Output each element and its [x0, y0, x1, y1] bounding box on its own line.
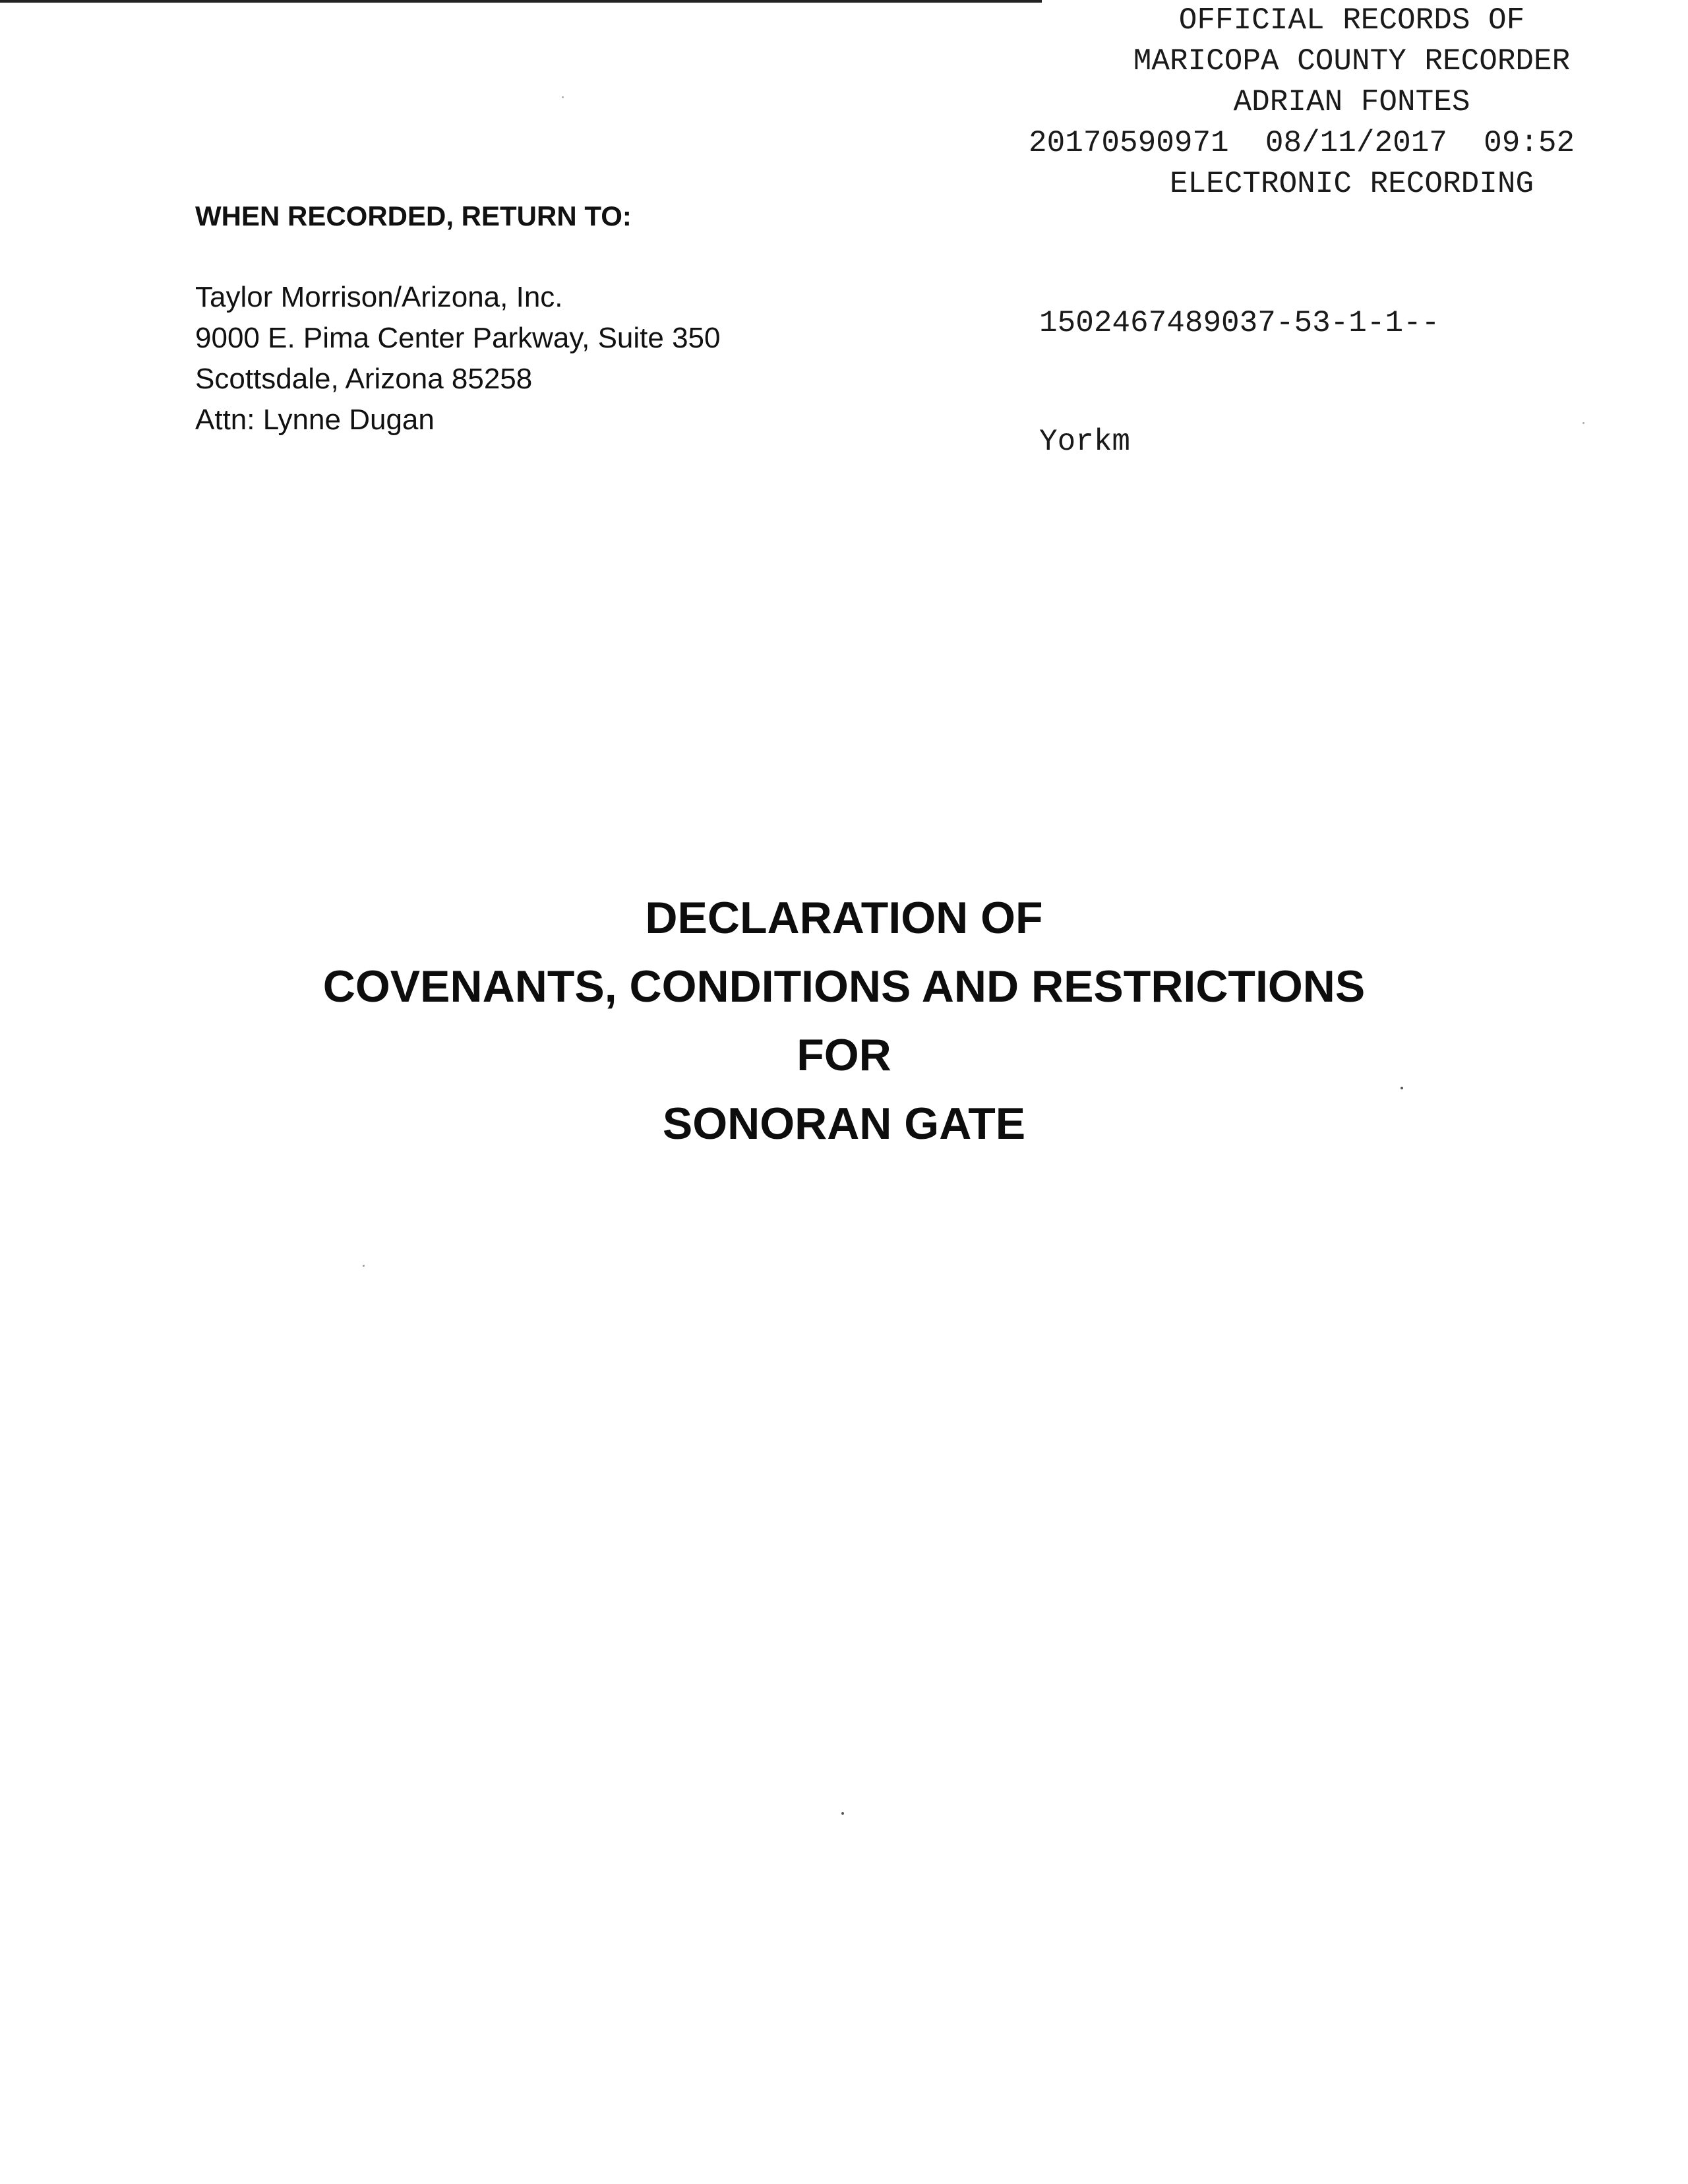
address-attention: Attn: Lynne Dugan	[195, 404, 435, 436]
document-title	[0, 884, 1688, 1158]
recording-ids	[1039, 224, 1439, 501]
recording-id-number: 1502467489037-53-1-1--	[1039, 306, 1440, 340]
stamp-line-record-number-date: 20170590971 08/11/2017 09:52	[1029, 126, 1575, 160]
return-address	[195, 277, 721, 440]
title-line-covenants: COVENANTS, CONDITIONS AND RESTRICTIONS	[322, 961, 1366, 1012]
scan-edge-line	[0, 0, 1042, 3]
title-line-community-name: SONORAN GATE	[662, 1099, 1026, 1149]
recording-user: Yorkm	[1039, 425, 1131, 459]
stamp-line-electronic-recording: ELECTRONIC RECORDING	[1169, 167, 1534, 201]
title-line-for: FOR	[797, 1030, 891, 1080]
address-street: 9000 E. Pima Center Parkway, Suite 350	[195, 322, 721, 354]
scan-speck	[562, 96, 564, 98]
stamp-line-recorder-name: ADRIAN FONTES	[1233, 85, 1470, 119]
address-city-state-zip: Scottsdale, Arizona 85258	[195, 363, 533, 395]
address-company: Taylor Morrison/Arizona, Inc.	[195, 281, 563, 313]
scan-speck	[363, 1265, 365, 1267]
scan-speck	[1582, 422, 1584, 424]
scan-speck	[841, 1812, 844, 1815]
scan-speck	[1401, 1087, 1403, 1089]
return-to-block	[195, 198, 721, 440]
recorder-stamp	[1029, 0, 1675, 204]
title-line-declaration: DECLARATION OF	[645, 893, 1043, 943]
stamp-line-county-recorder: MARICOPA COUNTY RECORDER	[1133, 44, 1571, 78]
return-to-heading: WHEN RECORDED, RETURN TO:	[195, 200, 632, 231]
stamp-line-official-records: OFFICIAL RECORDS OF	[1178, 3, 1525, 38]
